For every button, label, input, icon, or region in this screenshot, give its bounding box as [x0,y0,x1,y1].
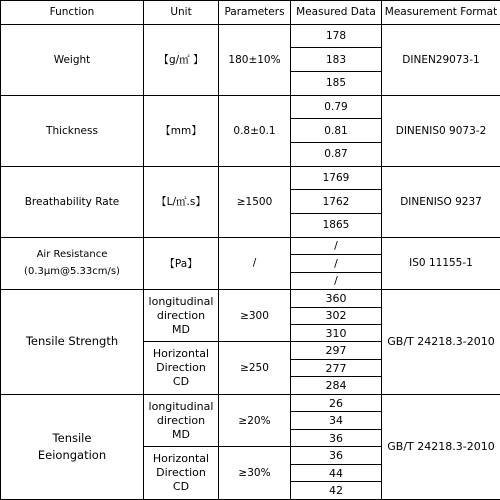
md-unit-line: MD [172,427,190,441]
tensile-strength-function: Tensile Strength [1,290,144,395]
md-unit-line: MD [172,322,190,336]
air-resistance-function [1,237,144,289]
tensile-elongation-cd-measured-3: 42 [291,482,382,500]
tensile-elongation-cd-measured-1: 36 [291,447,382,464]
air-resistance-label: Air Resistance [36,249,108,261]
breathability-unit: 【L/㎡.s】 [144,166,219,237]
header-measured-data: Measured Data [291,1,382,25]
weight-measured-2: 183 [291,48,382,72]
tensile-strength-cd-unit [144,342,219,394]
tensile-elongation-line: Tensile [52,430,92,445]
breathability-measured-2: 1762 [291,190,382,214]
table-row [1,290,500,307]
weight-format: DINEN29073-1 [382,24,500,95]
tensile-strength-md-measured-3: 310 [291,324,382,341]
tensile-strength-md-measured-1: 360 [291,290,382,307]
tensile-strength-md-measured-2: 302 [291,307,382,324]
breathability-format: DINENISO 9237 [382,166,500,237]
weight-unit: 【g/㎡ 】 [144,24,219,95]
thickness-measured-3: 0.87 [291,142,382,166]
weight-measured-3: 185 [291,71,382,95]
md-unit-line: direction [156,308,206,322]
tensile-strength-md-parameters: ≥300 [219,290,291,342]
cd-unit-line: Horizontal [152,452,210,466]
tensile-elongation-md-parameters: ≥20% [219,394,291,446]
md-unit-line: longitudinal [148,294,214,308]
thickness-parameters: 0.8±0.1 [219,95,291,166]
cd-unit-line: CD [172,480,190,494]
header-function: Function [1,1,144,25]
air-resistance-measured-3: / [291,272,382,289]
tensile-elongation-format: GB/T 24218.3-2010 [382,394,500,499]
tensile-elongation-cd-unit [144,447,219,500]
tensile-strength-cd-measured-3: 284 [291,377,382,394]
air-resistance-parameters: / [219,237,291,289]
table-row [1,394,500,411]
cd-unit-line: Direction [156,466,206,480]
thickness-measured-1: 0.79 [291,95,382,119]
breathability-measured-1: 1769 [291,166,382,190]
md-unit-line: longitudinal [148,399,214,413]
thickness-function: Thickness [1,95,144,166]
thickness-measured-2: 0.81 [291,119,382,143]
thickness-format: DINENIS0 9073-2 [382,95,500,166]
tensile-elongation-md-measured-2: 34 [291,412,382,429]
cd-unit-line: Horizontal [152,347,210,361]
weight-measured-1: 178 [291,24,382,48]
tensile-elongation-md-measured-3: 36 [291,429,382,446]
air-resistance-condition: (0.3μm@5.33cm/s) [24,266,120,278]
tensile-elongation-function [1,394,144,499]
air-resistance-unit: 【Pa】 [144,237,219,289]
breathability-function: Breathability Rate [1,166,144,237]
tensile-strength-cd-parameters: ≥250 [219,342,291,394]
tensile-elongation-cd-measured-2: 44 [291,464,382,481]
table-row [1,166,500,190]
air-resistance-format: IS0 11155-1 [382,237,500,289]
tensile-strength-cd-measured-2: 277 [291,359,382,376]
header-parameters: Parameters [219,1,291,25]
air-resistance-measured-2: / [291,255,382,272]
table-row [1,95,500,119]
weight-parameters: 180±10% [219,24,291,95]
header-unit: Unit [144,1,219,25]
cd-unit-line: CD [172,375,190,389]
header-row [1,1,500,25]
breathability-parameters: ≥1500 [219,166,291,237]
tensile-strength-format: GB/T 24218.3-2010 [382,290,500,395]
cd-unit-line: Direction [156,361,206,375]
tensile-strength-cd-measured-1: 297 [291,342,382,359]
tensile-elongation-cd-parameters: ≥30% [219,447,291,500]
air-resistance-measured-1: / [291,237,382,254]
tensile-elongation-md-measured-1: 26 [291,394,382,411]
tensile-elongation-md-unit [144,394,219,446]
breathability-measured-3: 1865 [291,213,382,237]
md-unit-line: direction [156,413,206,427]
table-row [1,237,500,254]
thickness-unit: 【mm】 [144,95,219,166]
tensile-elongation-line: Eeiongation [37,447,107,462]
tensile-strength-md-unit [144,290,219,342]
header-measurement-format: Measurement Format [382,1,500,25]
weight-function: Weight [1,24,144,95]
table-row [1,24,500,48]
